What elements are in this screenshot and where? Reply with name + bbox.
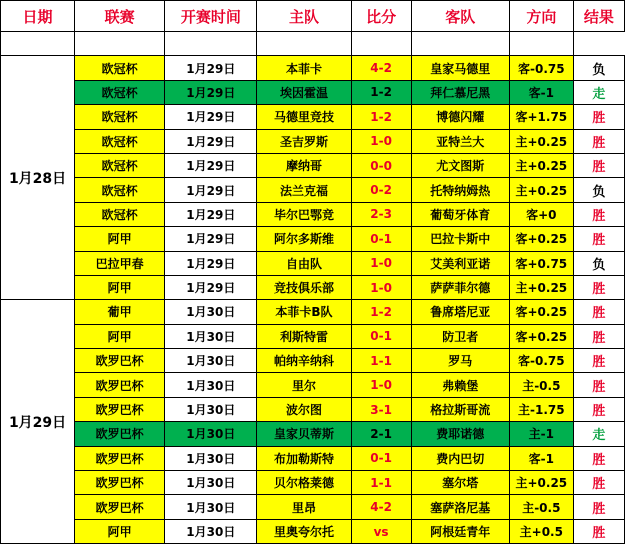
cell-score: 0-2 xyxy=(351,178,411,202)
cell-score: vs xyxy=(351,519,411,543)
cell-league: 欧罗巴杯 xyxy=(75,373,165,397)
cell-direction: 主-1.75 xyxy=(509,397,573,421)
cell-away-team: 巴拉卡斯中 xyxy=(411,227,509,251)
cell-league: 欧罗巴杯 xyxy=(75,471,165,495)
cell-score: 1-0 xyxy=(351,373,411,397)
cell-kickoff-time: 1月29日 xyxy=(165,202,257,226)
cell-kickoff-time: 1月30日 xyxy=(165,397,257,421)
cell-direction: 主+0.25 xyxy=(509,178,573,202)
cell-league: 欧罗巴杯 xyxy=(75,422,165,446)
table-row xyxy=(1,80,625,104)
cell-kickoff-time: 1月30日 xyxy=(165,300,257,324)
header-score: 比分 xyxy=(351,1,411,32)
header-away-team: 客队 xyxy=(411,1,509,32)
cell-direction: 主-0.5 xyxy=(509,495,573,519)
cell-away-team: 格拉斯哥流 xyxy=(411,397,509,421)
cell-direction: 客+1.75 xyxy=(509,105,573,129)
cell-league: 葡甲 xyxy=(75,300,165,324)
cell-league: 阿甲 xyxy=(75,275,165,299)
header-date: 日期 xyxy=(1,1,75,32)
cell-away-team: 萨萨菲尔德 xyxy=(411,275,509,299)
cell-away-team: 拜仁慕尼黑 xyxy=(411,80,509,104)
table-row xyxy=(1,178,625,202)
cell-away-team: 博德闪耀 xyxy=(411,105,509,129)
table-row xyxy=(1,397,625,421)
cell-home-team: 皇家贝蒂斯 xyxy=(257,422,351,446)
spacer-cell xyxy=(75,32,165,56)
cell-result: 负 xyxy=(573,251,624,275)
cell-home-team: 摩纳哥 xyxy=(257,153,351,177)
cell-result: 胜 xyxy=(573,446,624,470)
cell-home-team: 圣吉罗斯 xyxy=(257,129,351,153)
cell-home-team: 布加勒斯特 xyxy=(257,446,351,470)
cell-direction: 主-0.5 xyxy=(509,373,573,397)
cell-home-team: 帕纳辛纳科 xyxy=(257,349,351,373)
cell-result: 胜 xyxy=(573,202,624,226)
cell-kickoff-time: 1月30日 xyxy=(165,324,257,348)
cell-direction: 客-0.75 xyxy=(509,349,573,373)
table-row xyxy=(1,56,625,80)
cell-away-team: 亚特兰大 xyxy=(411,129,509,153)
cell-direction: 主-1 xyxy=(509,422,573,446)
cell-home-team: 马德里竞技 xyxy=(257,105,351,129)
cell-league: 欧罗巴杯 xyxy=(75,495,165,519)
cell-league: 欧罗巴杯 xyxy=(75,397,165,421)
spacer-cell xyxy=(351,32,411,56)
cell-home-team: 贝尔格莱德 xyxy=(257,471,351,495)
cell-result: 负 xyxy=(573,178,624,202)
cell-kickoff-time: 1月29日 xyxy=(165,275,257,299)
cell-league: 欧罗巴杯 xyxy=(75,446,165,470)
cell-direction: 主+0.25 xyxy=(509,471,573,495)
cell-score: 0-0 xyxy=(351,153,411,177)
cell-home-team: 本菲卡B队 xyxy=(257,300,351,324)
cell-league: 欧冠杯 xyxy=(75,56,165,80)
cell-result: 胜 xyxy=(573,300,624,324)
cell-away-team: 费内巴切 xyxy=(411,446,509,470)
cell-kickoff-time: 1月30日 xyxy=(165,422,257,446)
cell-home-team: 竞技俱乐部 xyxy=(257,275,351,299)
table-row xyxy=(1,422,625,446)
table-row xyxy=(1,129,625,153)
cell-league: 欧冠杯 xyxy=(75,178,165,202)
cell-away-team: 葡萄牙体育 xyxy=(411,202,509,226)
cell-kickoff-time: 1月29日 xyxy=(165,80,257,104)
cell-kickoff-time: 1月29日 xyxy=(165,153,257,177)
cell-direction: 客-1 xyxy=(509,446,573,470)
cell-away-team: 尤文图斯 xyxy=(411,153,509,177)
table-row xyxy=(1,495,625,519)
cell-score: 1-1 xyxy=(351,349,411,373)
cell-result: 胜 xyxy=(573,153,624,177)
cell-away-team: 托特纳姆热 xyxy=(411,178,509,202)
cell-away-team: 费耶诺德 xyxy=(411,422,509,446)
cell-kickoff-time: 1月30日 xyxy=(165,446,257,470)
cell-score: 1-0 xyxy=(351,251,411,275)
date-group-1: 1月28日 xyxy=(1,56,75,300)
cell-away-team: 塞尔塔 xyxy=(411,471,509,495)
header-home-team: 主队 xyxy=(257,1,351,32)
cell-direction: 客+0.25 xyxy=(509,227,573,251)
cell-league: 欧罗巴杯 xyxy=(75,349,165,373)
cell-kickoff-time: 1月30日 xyxy=(165,495,257,519)
header-result: 结果 xyxy=(573,1,624,32)
cell-home-team: 法兰克福 xyxy=(257,178,351,202)
cell-home-team: 自由队 xyxy=(257,251,351,275)
cell-away-team: 罗马 xyxy=(411,349,509,373)
header-league: 联赛 xyxy=(75,1,165,32)
table-row xyxy=(1,275,625,299)
cell-direction: 主+0.25 xyxy=(509,275,573,299)
cell-score: 4-2 xyxy=(351,495,411,519)
table-row xyxy=(1,373,625,397)
cell-away-team: 塞萨洛尼基 xyxy=(411,495,509,519)
cell-home-team: 波尔图 xyxy=(257,397,351,421)
table-row xyxy=(1,471,625,495)
cell-result: 胜 xyxy=(573,324,624,348)
spacer-cell xyxy=(165,32,257,56)
cell-result: 胜 xyxy=(573,373,624,397)
cell-league: 阿甲 xyxy=(75,324,165,348)
cell-result: 胜 xyxy=(573,105,624,129)
spacer-cell xyxy=(1,32,75,56)
cell-score: 1-1 xyxy=(351,471,411,495)
spacer-cell xyxy=(509,32,573,56)
cell-score: 2-3 xyxy=(351,202,411,226)
cell-kickoff-time: 1月29日 xyxy=(165,105,257,129)
cell-direction: 客-1 xyxy=(509,80,573,104)
cell-score: 1-0 xyxy=(351,275,411,299)
cell-away-team: 艾美利亚诺 xyxy=(411,251,509,275)
table-row xyxy=(1,324,625,348)
cell-result: 胜 xyxy=(573,495,624,519)
cell-score: 1-0 xyxy=(351,129,411,153)
cell-home-team: 里昂 xyxy=(257,495,351,519)
table-body xyxy=(1,32,625,544)
cell-home-team: 本菲卡 xyxy=(257,56,351,80)
cell-result: 胜 xyxy=(573,471,624,495)
cell-kickoff-time: 1月30日 xyxy=(165,519,257,543)
cell-score: 1-2 xyxy=(351,300,411,324)
cell-league: 阿甲 xyxy=(75,227,165,251)
spacer-row xyxy=(1,32,625,56)
cell-league: 欧冠杯 xyxy=(75,129,165,153)
cell-league: 阿甲 xyxy=(75,519,165,543)
cell-result: 胜 xyxy=(573,519,624,543)
cell-away-team: 皇家马德里 xyxy=(411,56,509,80)
cell-away-team: 阿根廷青年 xyxy=(411,519,509,543)
cell-league: 欧冠杯 xyxy=(75,153,165,177)
cell-result: 走 xyxy=(573,422,624,446)
cell-direction: 主+0.5 xyxy=(509,519,573,543)
cell-direction: 客-0.75 xyxy=(509,56,573,80)
cell-home-team: 阿尔多斯维 xyxy=(257,227,351,251)
table-row xyxy=(1,227,625,251)
cell-direction: 客+0.75 xyxy=(509,251,573,275)
table-row xyxy=(1,300,625,324)
cell-result: 胜 xyxy=(573,129,624,153)
cell-home-team: 里尔 xyxy=(257,373,351,397)
cell-league: 欧冠杯 xyxy=(75,105,165,129)
table-row xyxy=(1,105,625,129)
cell-league: 欧冠杯 xyxy=(75,202,165,226)
cell-league: 欧冠杯 xyxy=(75,80,165,104)
cell-kickoff-time: 1月29日 xyxy=(165,56,257,80)
cell-direction: 客+0.25 xyxy=(509,324,573,348)
cell-score: 2-1 xyxy=(351,422,411,446)
cell-result: 负 xyxy=(573,56,624,80)
table-header-row xyxy=(1,1,625,32)
cell-score: 0-1 xyxy=(351,227,411,251)
table-row xyxy=(1,251,625,275)
cell-result: 走 xyxy=(573,80,624,104)
cell-home-team: 毕尔巴鄂竞 xyxy=(257,202,351,226)
date-group-2: 1月29日 xyxy=(1,300,75,544)
cell-kickoff-time: 1月29日 xyxy=(165,227,257,251)
cell-away-team: 弗赖堡 xyxy=(411,373,509,397)
cell-direction: 客+0.25 xyxy=(509,300,573,324)
cell-kickoff-time: 1月30日 xyxy=(165,349,257,373)
cell-kickoff-time: 1月30日 xyxy=(165,373,257,397)
cell-direction: 主+0.25 xyxy=(509,129,573,153)
cell-kickoff-time: 1月29日 xyxy=(165,251,257,275)
cell-result: 胜 xyxy=(573,397,624,421)
cell-kickoff-time: 1月29日 xyxy=(165,178,257,202)
cell-kickoff-time: 1月29日 xyxy=(165,129,257,153)
cell-direction: 客+0 xyxy=(509,202,573,226)
cell-away-team: 防卫者 xyxy=(411,324,509,348)
cell-home-team: 利斯特雷 xyxy=(257,324,351,348)
cell-kickoff-time: 1月30日 xyxy=(165,471,257,495)
cell-away-team: 鲁席塔尼亚 xyxy=(411,300,509,324)
cell-home-team: 埃因霍温 xyxy=(257,80,351,104)
header-direction: 方向 xyxy=(509,1,573,32)
cell-score: 0-1 xyxy=(351,324,411,348)
cell-result: 胜 xyxy=(573,349,624,373)
table-row xyxy=(1,202,625,226)
table-row xyxy=(1,519,625,543)
cell-score: 1-2 xyxy=(351,105,411,129)
cell-score: 0-1 xyxy=(351,446,411,470)
cell-score: 1-2 xyxy=(351,80,411,104)
cell-direction: 主+0.25 xyxy=(509,153,573,177)
spacer-cell xyxy=(411,32,509,56)
table-row xyxy=(1,349,625,373)
cell-home-team: 里奥夸尔托 xyxy=(257,519,351,543)
table-row xyxy=(1,153,625,177)
table-row xyxy=(1,446,625,470)
cell-league: 巴拉甲春 xyxy=(75,251,165,275)
cell-score: 3-1 xyxy=(351,397,411,421)
cell-result: 胜 xyxy=(573,227,624,251)
header-kickoff-time: 开赛时间 xyxy=(165,1,257,32)
spacer-cell xyxy=(257,32,351,56)
cell-result: 胜 xyxy=(573,275,624,299)
cell-score: 4-2 xyxy=(351,56,411,80)
